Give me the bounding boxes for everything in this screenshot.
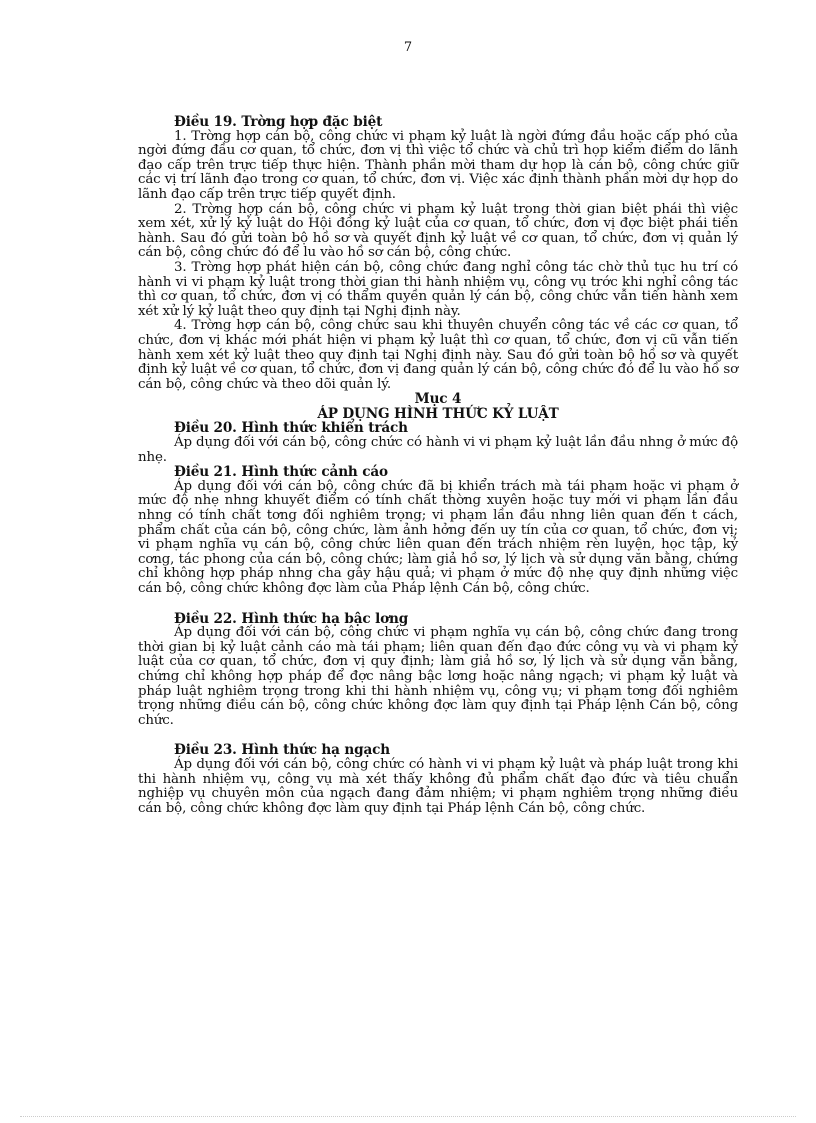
article-20-text: Áp dụng đối với cán bộ, công chức có hành vi vi phạm kỷ luật lần đầu nhng ở mức độ nhẹ. [138, 435, 738, 465]
spacer [138, 728, 738, 743]
article-23-title: Điều 23. Hình thức hạ ngạch [174, 742, 390, 759]
page-bottom-divider [20, 1116, 796, 1117]
article-19-paragraph-2: 2. Trờng hợp cán bộ, công chức vi phạm kỷ luật trong thời gian biệt phái thì việc xem xét, xử lý kỷ luật do Hội đồng kỷ luật của cơ quan, tổ chức, đơn vị đợc biệt phái tiến hành. Sau đó gửi toàn bộ hồ sơ và quyết định kỷ luật về cơ quan, tổ chức, đơn vị quản lý cán bộ, công chức đó để lu vào hồ sơ cán bộ, công chức. [138, 201, 738, 261]
article-19-title: Điều 19. Trờng hợp đặc biệt [174, 114, 383, 130]
article-21-title: Điều 21. Hình thức cảnh cáo [174, 464, 388, 481]
document-body [138, 115, 738, 816]
article-19-paragraph-1: 1. Trờng hợp cán bộ, công chức vi phạm kỷ luật là ngời đứng đầu hoặc cấp phó của ngời đứng đầu cơ quan, tổ chức, đơn vị thì việc tổ chức và chủ trì họp kiểm điểm do lãnh đạo cấp trên trực tiếp thực hiện. Thành phần mời tham dự họp là cán bộ, công chức giữ các vị trí lãnh đạo trong cơ quan, tổ chức, đơn vị. Việc xác định thành phần mời dự họp do lãnh đạo cấp trên trực tiếp quyết định. [138, 128, 738, 202]
article-22-title: Điều 22. Hình thức hạ bậc lơng [174, 610, 409, 627]
spacer [138, 597, 738, 612]
section-number: Mục 4 [414, 391, 462, 408]
article-19-paragraph-3: 3. Trờng hợp phát hiện cán bộ, công chức đang nghỉ công tác chờ thủ tục hu trí có hành vi vi phạm kỷ luật trong thời gian thi hành nhiệm vụ, công vụ trớc khi nghỉ công tác thì cơ quan, tổ chức, đơn vị có thẩm quyền quản lý cán bộ, công chức vẫn tiến hành xem xét xử lý kỷ luật theo quy định tại Nghị định này. [138, 259, 738, 319]
article-20-title: Điều 20. Hình thức khiển trách [174, 420, 408, 437]
article-22-text: Áp dụng đối với cán bộ, công chức vi phạm nghĩa vụ cán bộ, công chức đang trong thời gian bị kỷ luật cảnh cáo mà tái phạm; liên quan đến đạo đức công vụ và vi phạm kỷ luật của cơ quan, tổ chức, đơn vị quy định; làm giả hồ sơ, lý lịch và sử dụng văn bằng, chứng chỉ không hợp pháp để đợc nâng bậc lơng hoặc nâng ngạch; vi phạm kỷ luật và pháp luật nghiêm trọng trong khi thi hành nhiệm vụ, công vụ; vi phạm tơng đối nghiêm trọng những điều cán bộ, công chức không đợc làm quy định tại Pháp lệnh Cán bộ, công chức. [138, 625, 738, 728]
page-number: 7 [403, 40, 413, 55]
article-19-paragraph-4: 4. Trờng hợp cán bộ, công chức sau khi thuyên chuyển công tác về các cơ quan, tổ chức, đơn vị khác mới phát hiện vi phạm kỷ luật thì cơ quan, tổ chức, đơn vị cũ vẫn tiến hành xem xét kỷ luật theo quy định tại Nghị định này. Sau đó gửi toàn bộ hồ sơ và quyết định kỷ luật về cơ quan, tổ chức, đơn vị đang quản lý cán bộ, công chức đó để lu vào hồ sơ cán bộ, công chức và theo dõi quản lý. [138, 318, 738, 392]
article-21-text: Áp dụng đối với cán bộ, công chức đã bị khiển trách mà tái phạm hoặc vi phạm ở mức độ nhẹ nhng khuyết điểm có tính chất thờng xuyên hoặc tuy mới vi phạm lần đầu nhng có tính chất tơng đối nghiêm trọng; vi phạm lần đầu nhng liên quan đến t cách, phẩm chất của cán bộ, công chức, làm ảnh hởng đến uy tín của cơ quan, tổ chức, đơn vị; vi phạm nghĩa vụ cán bộ, công chức liên quan đến trách nhiệm rèn luyện, học tập, kỷ cơng, tác phong của cán bộ, công chức; làm giả hồ sơ, lý lịch và sử dụng văn bằng, chứng chỉ không hợp pháp nhng cha gây hậu quả; vi phạm ở mức độ nhẹ quy định những việc cán bộ, công chức không đợc làm của Pháp lệnh Cán bộ, công chức. [138, 478, 738, 596]
article-23-text: Áp dụng đối với cán bộ, công chức có hành vi vi phạm kỷ luật và pháp luật trong khi thi hành nhiệm vụ, công vụ mà xét thấy không đủ phẩm chất đạo đức và tiêu chuẩn nghiệp vụ chuyên môn của ngạch đang đảm nhiệm; vi phạm nghiêm trọng những điều cán bộ, công chức không đợc làm quy định tại Pháp lệnh Cán bộ, công chức. [138, 756, 738, 816]
section-title: ÁP DỤNG HÌNH THỨC KỶ LUẬT [317, 405, 559, 422]
